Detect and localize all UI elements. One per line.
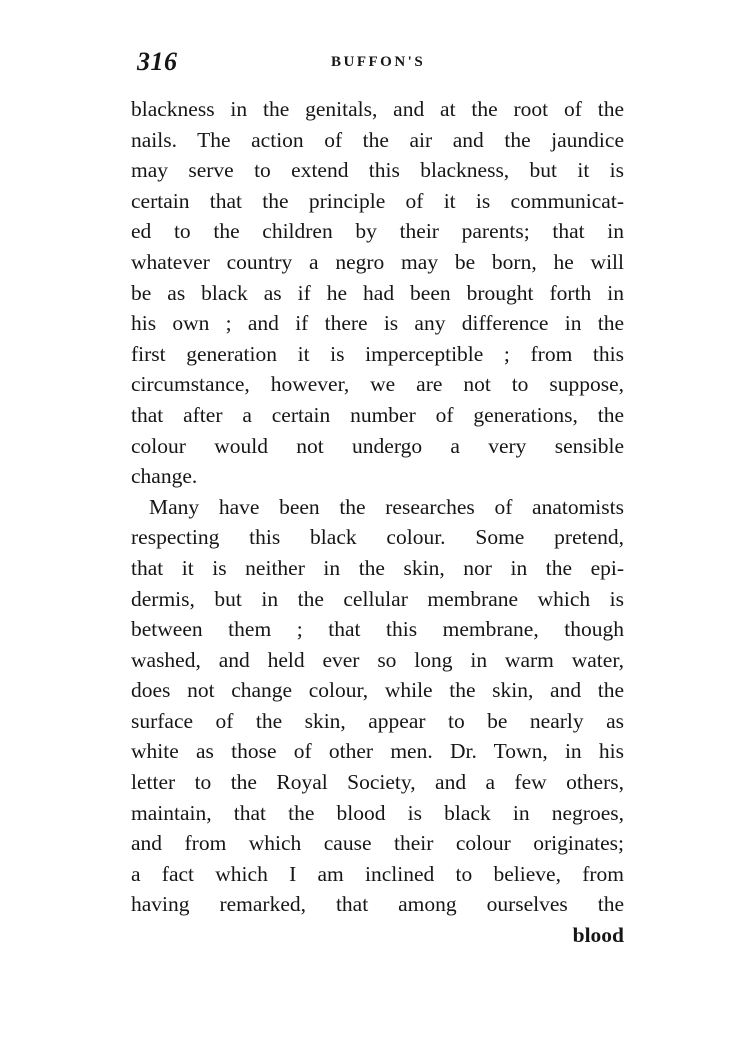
text-line-5: ed to the children by their parents; that in: [131, 219, 624, 244]
text-line-24: maintain, that the blood is black in negroes,: [131, 800, 624, 825]
text-line-13: change.: [131, 464, 198, 489]
text-line-22: white as those of other men. Dr. Town, in his: [131, 739, 624, 764]
body-text: [131, 94, 624, 951]
text-line-18: between them ; that this membrane, though: [131, 617, 624, 642]
text-line-10: circumstance, however, we are not to suppose,: [131, 372, 624, 397]
text-line-15: respecting this black colour. Some pretend,: [131, 525, 624, 550]
running-head: BUFFON'S: [331, 54, 426, 70]
text-line-1: blackness in the genitals, and at the root of the: [131, 97, 624, 121]
text-line-17: dermis, but in the cellular membrane which is: [131, 586, 624, 611]
text-line-19: washed, and held ever so long in warm water,: [131, 647, 624, 672]
text-line-9: first generation it is imperceptible ; from this: [131, 341, 624, 366]
text-line-11: that after a certain number of generations, the: [131, 402, 624, 427]
catchword: blood: [572, 923, 624, 948]
text-line-2: nails. The action of the air and the jaundice: [131, 127, 624, 152]
page-header: [137, 47, 623, 87]
text-line-14: Many have been the researches of anatomists: [149, 494, 624, 519]
text-line-12: colour would not undergo a very sensible: [131, 433, 624, 458]
text-line-16: that it is neither in the skin, nor in the epi-: [131, 555, 624, 580]
text-line-23: letter to the Royal Society, and a few others,: [131, 770, 624, 795]
text-line-3: may serve to extend this blackness, but it is: [131, 158, 624, 183]
text-line-25: and from which cause their colour originates;: [131, 831, 624, 856]
text-line-8: his own ; and if there is any difference in the: [131, 311, 624, 336]
text-line-4: certain that the principle of it is communicat-: [131, 188, 624, 213]
text-line-26: a fact which I am inclined to believe, from: [131, 861, 624, 886]
text-line-6: whatever country a negro may be born, he will: [131, 249, 624, 274]
text-line-21: surface of the skin, appear to be nearly as: [131, 708, 624, 733]
text-line-20: does not change colour, while the skin, and the: [131, 678, 624, 703]
text-line-27: having remarked, that among ourselves the: [131, 892, 624, 917]
text-line-7: be as black as if he had been brought forth in: [131, 280, 624, 305]
page-number: 316: [137, 47, 178, 76]
